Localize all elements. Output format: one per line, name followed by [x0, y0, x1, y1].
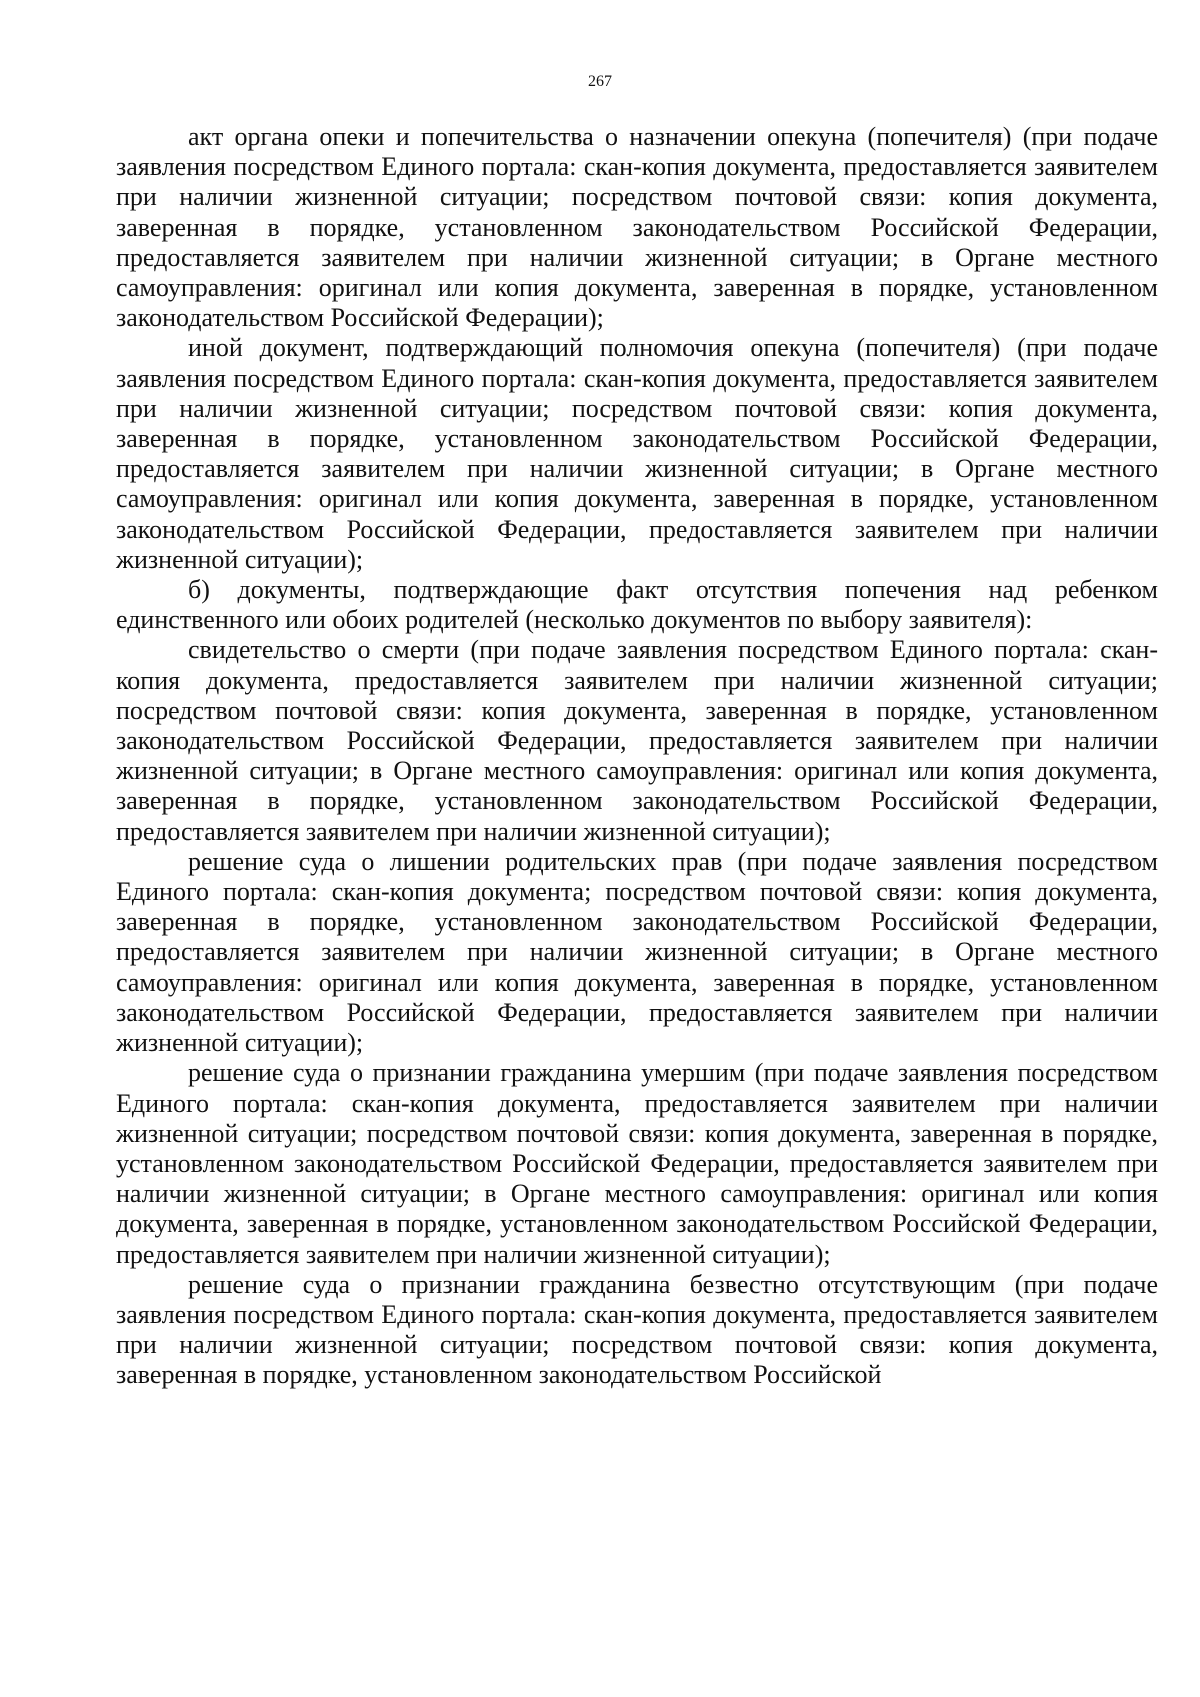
- paragraph-declared-missing: решение суда о признании гражданина безвестно отсутствующим (при подаче заявления посредством Единого портала: скан-копия документа, предоставляется заявителем при наличии жизненной ситуации; посредством почтовой связи: копия документа, заверенная в порядке, установленном законодательством Российской: [116, 1269, 1158, 1390]
- paragraph-guardian-authority-document: иной документ, подтверждающий полномочия опекуна (попечителя) (при подаче заявления посредством Единого портала: скан-копия документа, предоставляется заявителем при наличии жизненной ситуации; посредством почтовой связи: копия документа, заверенная в порядке, установленном законодательством Российской Федерации, предоставляется заявителем при наличии жизненной ситуации; в Органе местного самоуправления: оригинал или копия документа, заверенная в порядке, установленном законодательством Российской Федерации, предоставляется заявителем при наличии жизненной ситуации);: [116, 333, 1158, 574]
- document-body: [116, 122, 1158, 1391]
- paragraph-item-b-absence-of-parental-care: б) документы, подтверждающие факт отсутствия попечения над ребенком единственного или обоих родителей (несколько документов по выбору заявителя):: [116, 575, 1158, 635]
- page-number: 267: [588, 73, 612, 90]
- paragraph-guardianship-act: акт органа опеки и попечительства о назначении опекуна (попечителя) (при подаче заявления посредством Единого портала: скан-копия документа, предоставляется заявителем при наличии жизненной ситуации; посредством почтовой связи: копия документа, заверенная в порядке, установленном законодательством Российской Федерации, предоставляется заявителем при наличии жизненной ситуации; в Органе местного самоуправления: оригинал или копия документа, заверенная в порядке, установленном законодательством Российской Федерации);: [116, 122, 1158, 333]
- paragraph-death-certificate: свидетельство о смерти (при подаче заявления посредством Единого портала: скан-копия документа, предоставляется заявителем при наличии жизненной ситуации; посредством почтовой связи: копия документа, заверенная в порядке, установленном законодательством Российской Федерации, предоставляется заявителем при наличии жизненной ситуации; в Органе местного самоуправления: оригинал или копия документа, заверенная в порядке, установленном законодательством Российской Федерации, предоставляется заявителем при наличии жизненной ситуации);: [116, 635, 1158, 846]
- paragraph-deprivation-of-parental-rights: решение суда о лишении родительских прав (при подаче заявления посредством Единого портала: скан-копия документа; посредством почтовой связи: копия документа, заверенная в порядке, установленном законодательством Российской Федерации, предоставляется заявителем при наличии жизненной ситуации; в Органе местного самоуправления: оригинал или копия документа, заверенная в порядке, установленном законодательством Российской Федерации, предоставляется заявителем при наличии жизненной ситуации);: [116, 846, 1158, 1058]
- paragraph-declared-deceased: решение суда о признании гражданина умершим (при подаче заявления посредством Единого портала: скан-копия документа, предоставляется заявителем при наличии жизненной ситуации; посредством почтовой связи: копия документа, заверенная в порядке, установленном законодательством Российской Федерации, предоставляется заявителем при наличии жизненной ситуации; в Органе местного самоуправления: оригинал или копия документа, заверенная в порядке, установленном законодательством Российской Федерации, предоставляется заявителем при наличии жизненной ситуации);: [116, 1058, 1158, 1269]
